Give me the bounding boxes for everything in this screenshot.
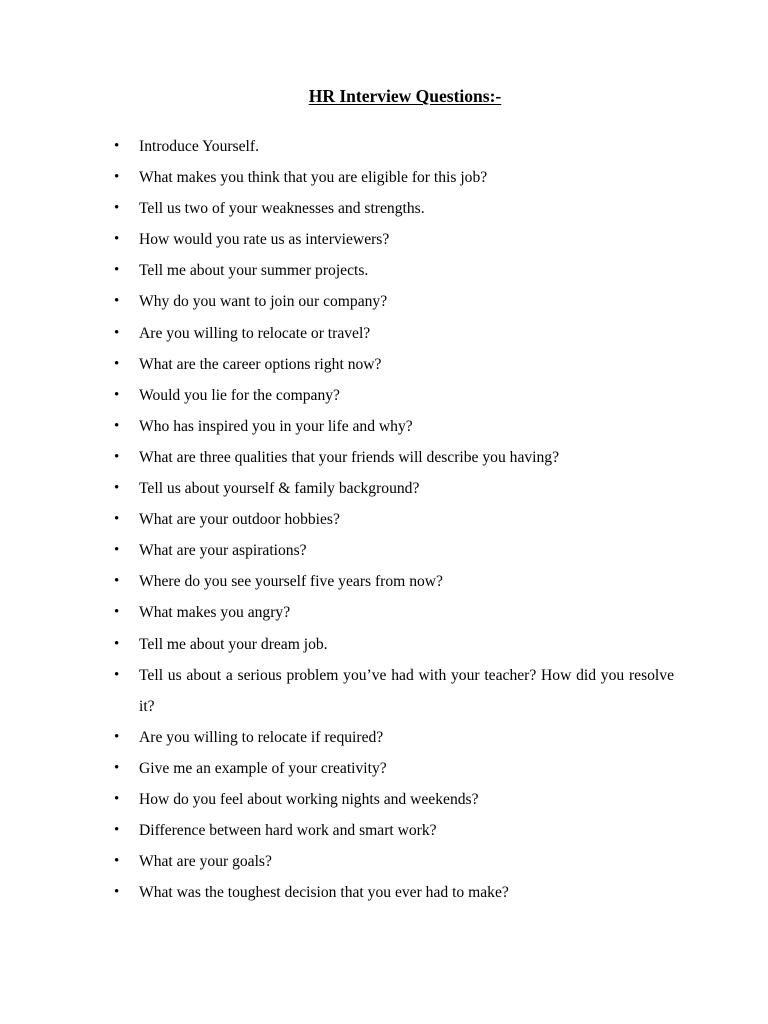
- question-text: Tell us about yourself & family background?: [139, 480, 420, 498]
- page-title: HR Interview Questions:-: [308, 86, 502, 106]
- bullet-icon: •: [114, 604, 120, 621]
- question-text: What makes you think that you are eligible for this job?: [139, 169, 488, 187]
- question-item: [0, 846, 768, 877]
- bullet-icon: •: [114, 417, 120, 434]
- question-item: [0, 349, 768, 380]
- question-item: [0, 255, 768, 286]
- question-text: How do you feel about working nights and weekends?: [139, 790, 479, 808]
- question-text: What makes you angry?: [139, 604, 291, 622]
- question-text: Would you lie for the company?: [139, 386, 340, 404]
- question-item: [0, 722, 768, 753]
- question-text: Tell me about your summer projects.: [139, 262, 369, 280]
- bullet-icon: •: [114, 480, 120, 497]
- question-text: What are your aspirations?: [139, 542, 307, 560]
- question-text: Why do you want to join our company?: [139, 293, 388, 311]
- question-item: [0, 784, 768, 815]
- bullet-icon: •: [114, 386, 120, 403]
- question-text: How would you rate us as interviewers?: [139, 231, 390, 249]
- question-item: [0, 535, 768, 566]
- question-text: What are three qualities that your friends will describe you having?: [139, 448, 560, 466]
- question-item: [0, 318, 768, 349]
- question-text: What are your goals?: [139, 853, 272, 871]
- question-item: [0, 877, 768, 908]
- question-item: [0, 224, 768, 255]
- question-item: [0, 162, 768, 193]
- question-text: Tell us two of your weaknesses and strengths.: [139, 200, 425, 218]
- bullet-icon: •: [114, 728, 120, 745]
- question-text: Where do you see yourself five years from now?: [139, 573, 443, 591]
- question-item: [0, 193, 768, 224]
- question-text: What are the career options right now?: [139, 355, 382, 373]
- question-item: [0, 504, 768, 535]
- bullet-icon: •: [114, 666, 120, 683]
- bullet-icon: •: [114, 822, 120, 839]
- bullet-icon: •: [114, 573, 120, 590]
- bullet-icon: •: [114, 355, 120, 372]
- bullet-icon: •: [114, 635, 120, 652]
- question-text: Are you willing to relocate if required?: [139, 728, 384, 746]
- question-item: [0, 753, 768, 784]
- bullet-icon: •: [114, 138, 120, 154]
- bullet-icon: •: [114, 169, 120, 186]
- question-item: [0, 411, 768, 442]
- question-item: [0, 597, 768, 628]
- bullet-icon: •: [114, 262, 120, 279]
- bullet-icon: •: [114, 542, 120, 559]
- question-item: [0, 566, 768, 597]
- question-item: [0, 815, 768, 846]
- bullet-icon: •: [114, 511, 120, 528]
- question-text: Give me an example of your creativity?: [139, 759, 387, 777]
- bullet-icon: •: [114, 884, 120, 901]
- bullet-icon: •: [114, 790, 120, 807]
- question-item: [0, 629, 768, 660]
- question-text: What was the toughest decision that you ever had to make?: [139, 884, 509, 902]
- question-text: Tell us about a serious problem you’ve had with your teacher? How did you resolve it?: [139, 666, 674, 715]
- question-text: Difference between hard work and smart work?: [139, 822, 437, 840]
- question-list: [0, 131, 768, 908]
- bullet-icon: •: [114, 853, 120, 870]
- question-item: [0, 473, 768, 504]
- bullet-icon: •: [114, 324, 120, 341]
- bullet-icon: •: [114, 293, 120, 310]
- question-item: [0, 442, 768, 473]
- question-text: Tell me about your dream job.: [139, 635, 328, 653]
- bullet-icon: •: [114, 759, 120, 776]
- question-text: Are you willing to relocate or travel?: [139, 324, 371, 342]
- bullet-icon: •: [114, 448, 120, 465]
- question-item: [0, 660, 768, 722]
- question-text: Introduce Yourself.: [139, 138, 259, 155]
- question-item: [0, 131, 768, 162]
- question-item: [0, 286, 768, 317]
- bullet-icon: •: [114, 200, 120, 217]
- question-text: What are your outdoor hobbies?: [139, 511, 340, 529]
- bullet-icon: •: [114, 231, 120, 248]
- question-text: Who has inspired you in your life and why?: [139, 417, 413, 435]
- question-item: [0, 380, 768, 411]
